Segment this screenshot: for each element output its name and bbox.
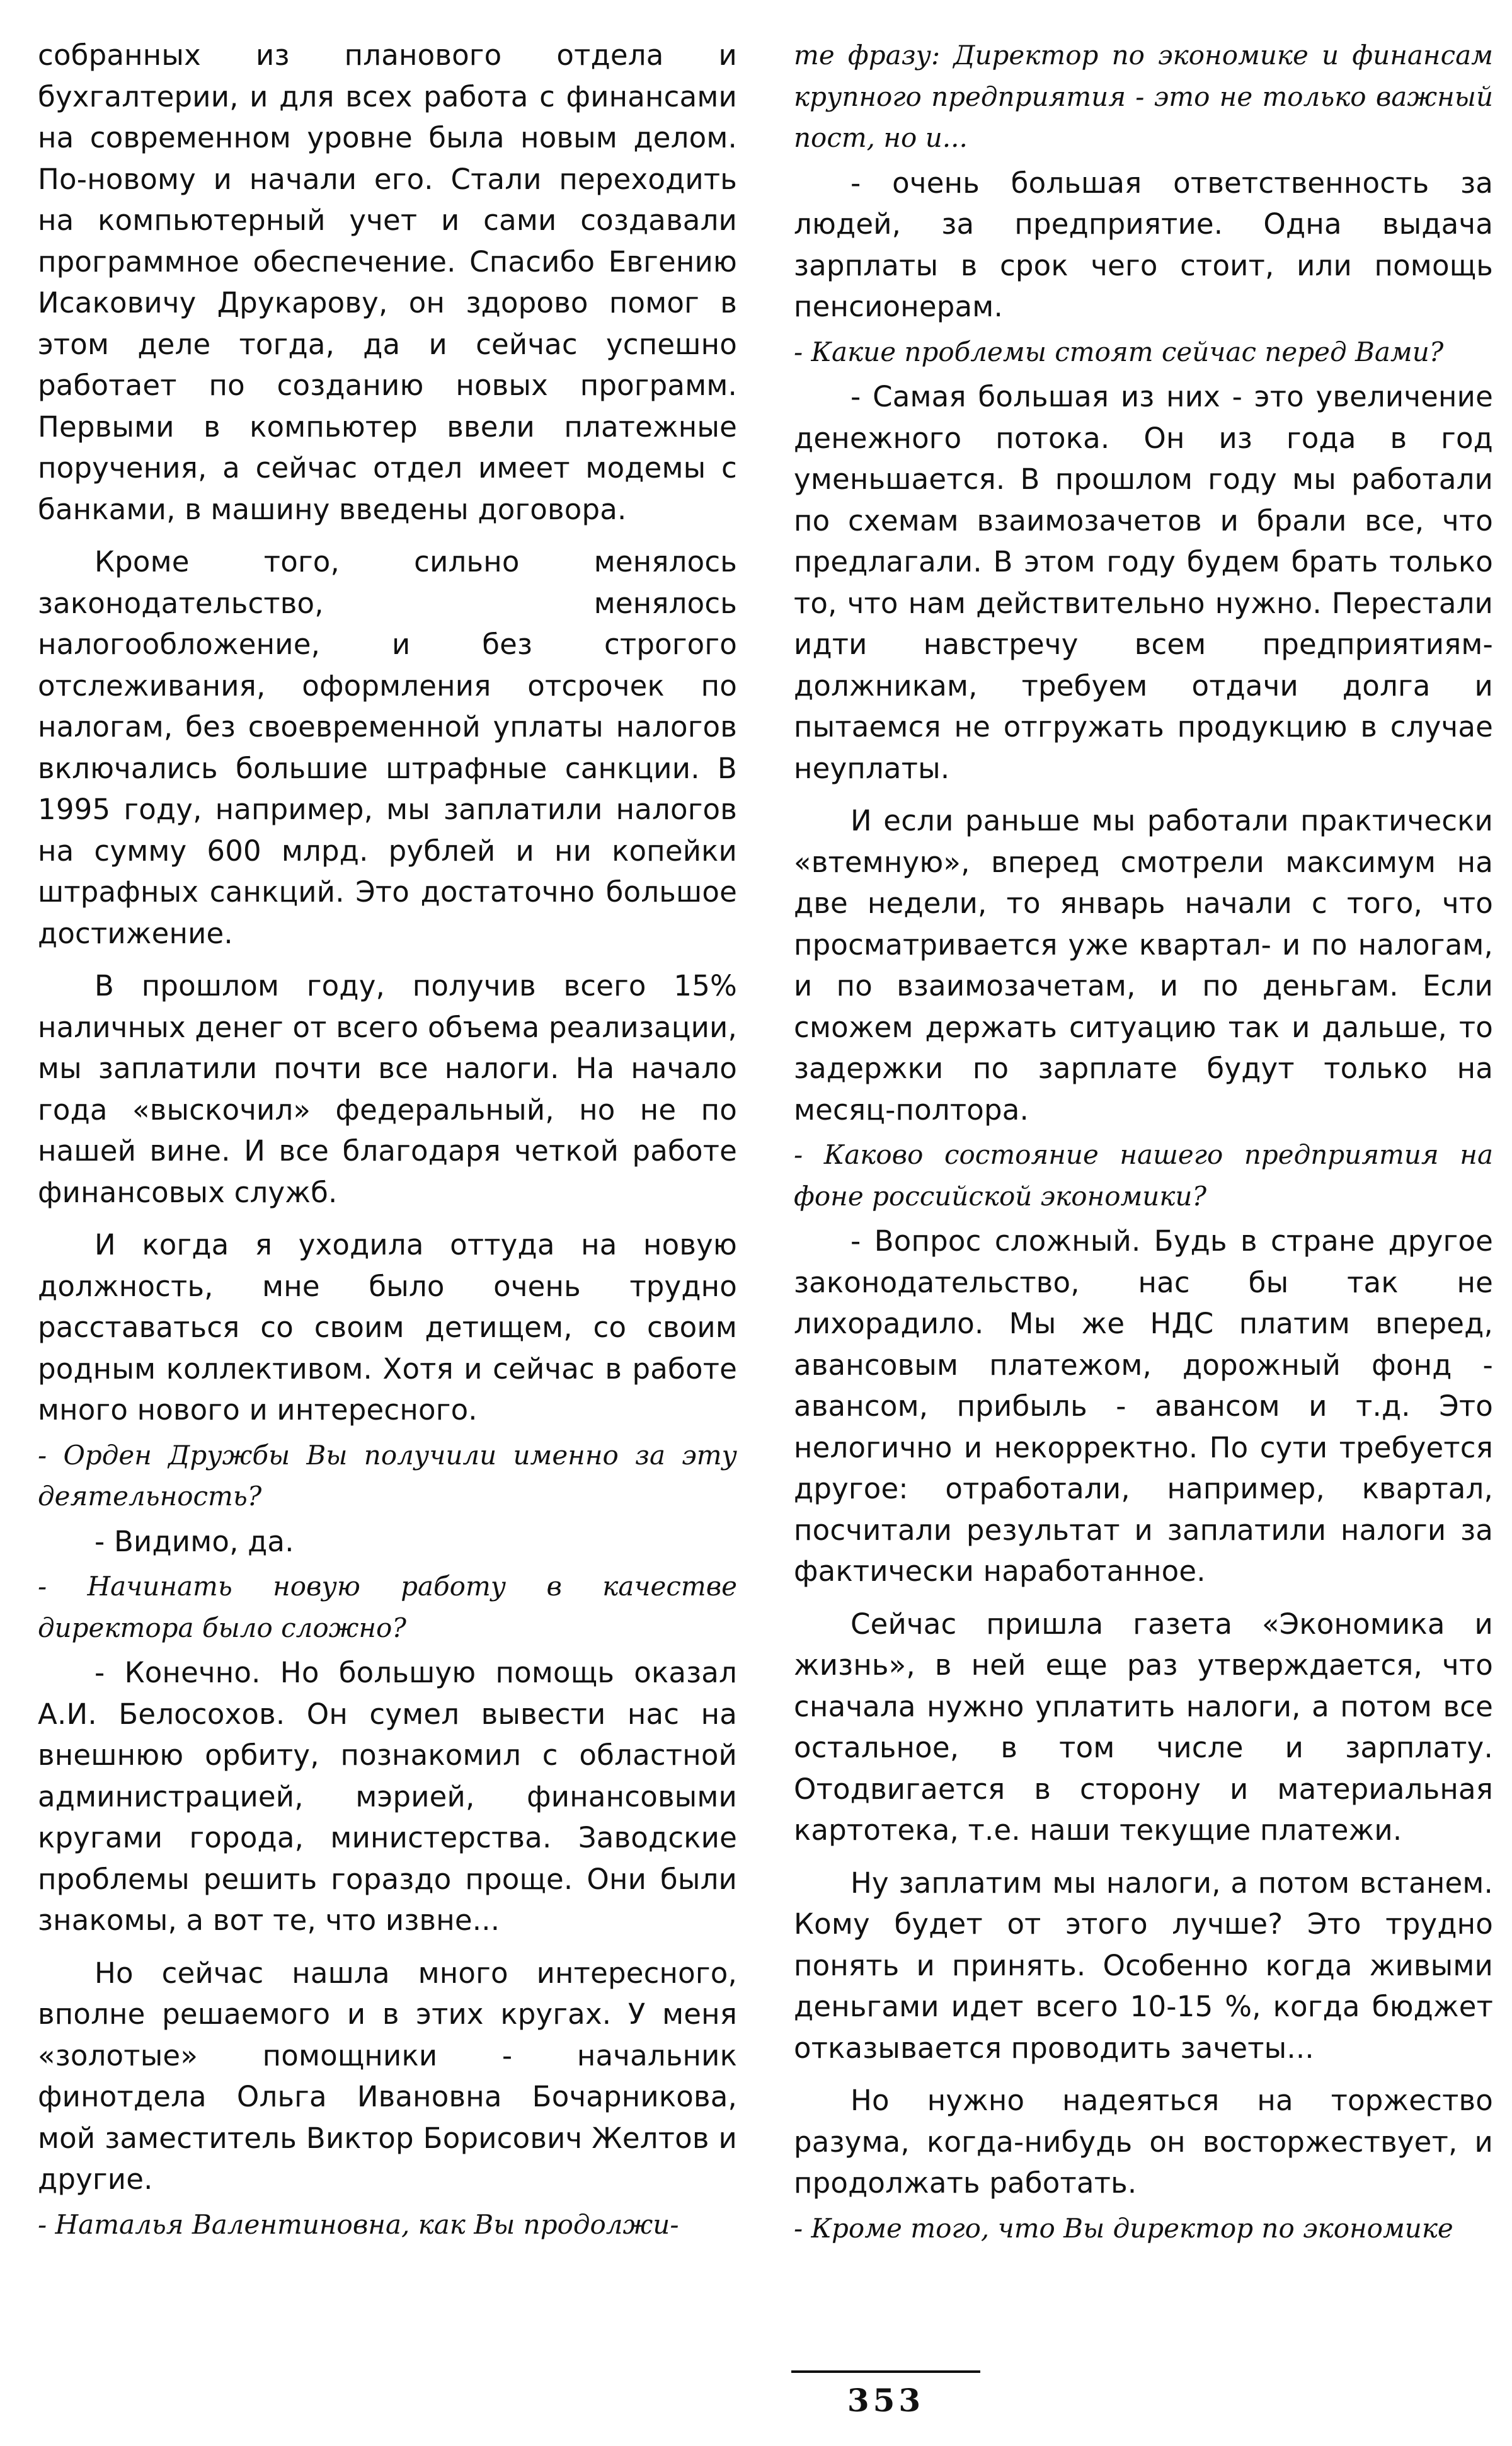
paragraph: И когда я уходила оттуда на новую должность, мне было очень трудно расставаться со своим детищем, со своим родным коллективом. Хотя и сейчас в работе много нового и интересного.: [38, 1228, 737, 1427]
footer-rule: [791, 2370, 980, 2373]
paragraph: - Конечно. Но большую помощь оказал А.И. Белосохов. Он сумел вывести нас на внешнюю орбиту, познакомил с областной администрацией, мэрией, финансовыми кругами города, министерства. Заводские проблемы решить гораздо проще. Они были знакомы, а вот те, что извне...: [38, 1656, 737, 1937]
paragraph: Кроме того, сильно менялось законодательство, менялось налогообложение, и без строгого отслеживания, оформления отсрочек по налогам, без своевременной уплаты налогов включались большие штрафные санкции. В 1995 году, например, мы заплатили налогов на сумму 600 млрд. рублей и ни копейки штрафных санкций. Это достаточно большое достижение.: [38, 545, 737, 950]
paragraph: В прошлом году, получив всего 15% наличных денег от всего объема реализации, мы заплатили почти все налоги. На начало года «выскочил» федеральный, но не по нашей вине. И все благодаря четкой работе финансовых служб.: [38, 969, 737, 1209]
paragraph: Но нужно надеяться на торжество разума, когда-нибудь он восторжествует, и продолжать работать.: [794, 2084, 1493, 2200]
paragraph: Сейчас пришла газета «Экономика и жизнь», в ней еще раз утверждается, что сначала нужно уплатить налоги, а потом все остальное, в том числе и зарплату. Отодвигается в сторону и материальная картотека, т.е. наши текущие платежи.: [794, 1607, 1493, 1847]
interview-question: - Наталья Валентиновна, как Вы продолжи-: [38, 2208, 679, 2240]
paragraph: Но сейчас нашла много интересного, вполне решаемого и в этих кругах. У меня «золотые» помощники - начальник финотдела Ольга Ивановна Бочарникова, мой заместитель Виктор Борисович Желтов и другие.: [38, 1956, 737, 2196]
paragraph: Ну заплатим мы налоги, а потом встанем. Кому будет от этого лучше? Это трудно понять и принять. Особенно когда живыми деньгами идет всего 10-15 %, когда бюджет отказывается проводить зачеты...: [794, 1866, 1493, 2065]
paragraph: И если раньше мы работали практически «втемную», вперед смотрели максимум на две недели, то январь начали с того, что просматривается уже квартал- и по налогам, и по взаимозачетам, и по деньгам. Если сможем держать ситуацию так и дальше, то задержки по зарплате будут только на месяц-полтора.: [794, 804, 1493, 1127]
right-column: [794, 35, 1493, 2249]
interview-question: - Кроме того, что Вы директор по экономике: [794, 2212, 1453, 2244]
left-column: [38, 35, 737, 2245]
paragraph: - очень большая ответственность за людей, за предприятие. Одна выдача зарплаты в срок чего стоит, или помощь пенсионерам.: [794, 166, 1493, 323]
page-number: 353: [847, 2382, 925, 2419]
interview-question: - Начинать новую работу в качестве директора было сложно?: [38, 1571, 737, 1643]
paragraph: - Вопрос сложный. Будь в стране другое законодательство, нас бы так не лихорадило. Мы же НДС платим вперед, авансовым платежом, дорожный фонд - авансом, прибыль - авансом и т.д. Это нелогично и некорректно. По сути требуется другое: отработали, например, квартал, посчитали результат и заплатили налоги за фактически наработанное.: [794, 1224, 1493, 1588]
interview-question: - Каково состояние нашего предприятия на фоне российской экономики?: [794, 1139, 1493, 1212]
interview-question: - Какие проблемы стоят сейчас перед Вами?: [794, 336, 1444, 367]
paragraph: собранных из планового отдела и бухгалтерии, и для всех работа с финансами на современном уровне была новым делом. По-новому и начали его. Стали переходить на компьютерный учет и сами создавали программное обеспечение. Спасибо Евгению Исаковичу Друкарову, он здорово помог в этом деле тогда, да и сейчас успешно работает по созданию новых программ. Первыми в компьютер ввели платежные поручения, а сейчас отдел имеет модемы с банками, в машину введены договора.: [38, 38, 737, 526]
paragraph: - Самая большая из них - это увеличение денежного потока. Он из года в год уменьшается. В прошлом году мы работали по схемам взаимозачетов и брали все, что предлагали. В этом году будем брать только то, что нам действительно нужно. Перестали идти навстречу всем предприятиям-должникам, требуем отдачи долга и пытаемся не отгружать продукцию в случае неуплаты.: [794, 380, 1493, 785]
paragraph: - Видимо, да.: [94, 1524, 294, 1558]
interview-question: - Орден Дружбы Вы получили именно за эту деятельность?: [38, 1439, 737, 1512]
interview-question: те фразу: Директор по экономике и финансам крупного предприятия - это не только важный пост, но и...: [794, 40, 1493, 153]
